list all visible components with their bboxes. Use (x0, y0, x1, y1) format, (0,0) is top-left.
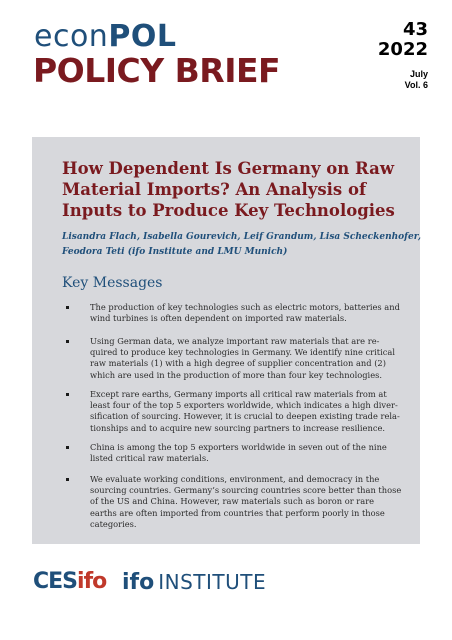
econpol-logo (34, 19, 177, 54)
issue-info (378, 20, 428, 91)
issue-year: 2022 (377, 39, 428, 60)
bullet-line: Except rare earths, Germany imports all critical raw materials from at (90, 389, 387, 399)
bullet-line: raw materials (1) with a high degree of supplier concentration and (2) (90, 358, 386, 369)
bullet-line: categories. (90, 518, 137, 529)
title-line: Inputs to Produce Key Technologies (62, 201, 395, 220)
author-line: Feodora Teti (ifo Institute and LMU Munich) (62, 247, 288, 257)
cesifo-logo (33, 571, 106, 593)
bullet-icon (66, 306, 69, 309)
bullet-line: Using German data, we analyze important raw materials that are re- (90, 336, 380, 346)
author-list (62, 230, 421, 260)
logo-pol-text: POL (108, 19, 177, 54)
title-line: Material Imports? An Analysis of (62, 180, 367, 199)
bullet-line: China is among the top 5 exporters worldwide in seven out of the nine (90, 442, 387, 452)
bullet-icon (66, 446, 69, 449)
issue-volume: Vol. 6 (404, 80, 428, 90)
bullet-line: which are used in the production of more than four key technologies. (90, 369, 382, 380)
bullet-line: The production of key technologies such as electric motors, batteries and (90, 302, 400, 312)
bullet-line: tionships and to acquire new sourcing partners to increase resilience. (90, 422, 386, 433)
ifo-logo-ifo: ifo (122, 570, 155, 595)
bullet-line: earths are often imported from countries that perform poorly in those (90, 507, 385, 518)
bullet-icon (66, 393, 69, 396)
bullet-icon (66, 340, 69, 343)
bullet-line: We evaluate working conditions, environment, and democracy in the (90, 474, 380, 484)
ifo-institute-logo (122, 571, 266, 594)
bullet-line: wind turbines is often dependent on imported raw materials. (90, 313, 347, 324)
ifo-logo-institute: INSTITUTE (158, 570, 267, 594)
brief-title (62, 158, 402, 221)
bullet-line: of the US and China. However, raw materials such as boron or rare (90, 496, 375, 507)
bullet-line: quired to produce key technologies in Germany. We identify nine critical (90, 347, 396, 358)
author-line: Lisandra Flach, Isabella Gourevich, Leif Grandum, Lisa Scheckenhofer, (62, 232, 421, 242)
bullet-line: listed critical raw materials. (90, 453, 209, 464)
cesifo-logo-ifo: ifo (77, 569, 107, 594)
title-line: How Dependent Is Germany on Raw (62, 159, 395, 178)
bullet-icon (66, 478, 69, 481)
bullet-line: sourcing countries. Germany’s sourcing countries score better than those (90, 485, 402, 496)
series-title: POLICY BRIEF (33, 51, 281, 90)
issue-month: July (409, 69, 428, 79)
key-messages-heading: Key Messages (62, 275, 163, 291)
bullet-line: least four of the top 5 exporters worldwide, which indicates a high diver- (90, 400, 398, 411)
cesifo-logo-ces: CES (33, 569, 78, 594)
issue-number: 43 (402, 19, 428, 40)
logo-econ-text: econ (34, 19, 109, 54)
bullet-line: sification of sourcing. However, it is crucial to deepen existing trade rela- (90, 411, 400, 422)
